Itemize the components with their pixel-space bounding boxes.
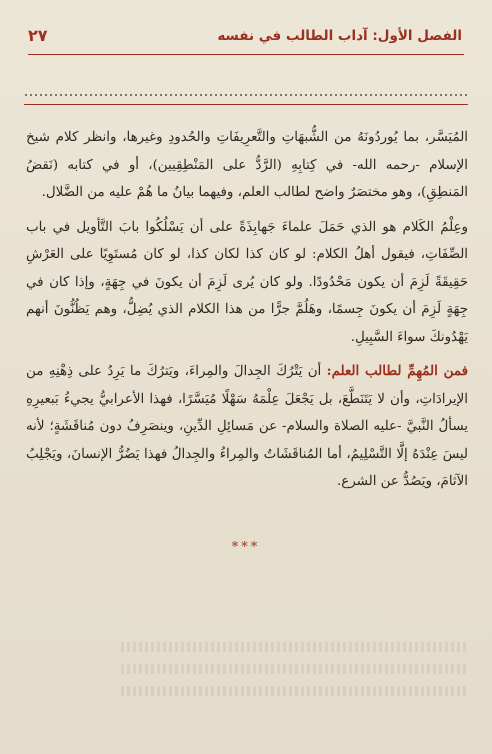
header-rule	[28, 54, 464, 55]
paragraph-1-text: المُيَسَّر، بما يُوردُونَهُ من الشُّبهَاتِ والتَّعرِيفَاتِ والحُدودِ وغيرها، وانظر كلام شيخ الإسلام -رحمه الله- في كِتابِهِ (الرَّدُّ على المَنْطِقِيين)، أو في كتابه (نَقضُ المَنطِقِ)، وهو مختصَرٌ واضح لطالب العلم، وفيهما بيانُ ما هُمْ عليه من الضَّلال.	[26, 130, 468, 200]
chapter-title: الفصل الأول: آداب الطالب في نفسه	[217, 27, 462, 44]
show-through-line	[120, 642, 466, 652]
paragraph-3-text: أن يَتْرُكَ الجِدالَ والمِراءَ، ويَترُكَ ما يَرِدُ على ذِهْنِهِ من الإيرادَاتِ، وأن لا يَتَنَطَّعَ، بل يَجْعَلَ عِلْمَهُ سَهْلًا مُيَسَّرًا، فهذا الأعرابيُّ يجيءُ بَبعيرِهِ يسألُ النَّبيَّ -عليه الصلاة والسلام- عن مَسائِلِ الدِّينِ، وينصَرِفُ دون مُناقَشَةٍ؛ لأنه ليسَ عِنْدَهُ إلَّا التَّسْلِيمُ، أما المُناقَشَاتُ والمِراءُ والجِدالُ فهذا يَضُرُّ الإنسانَ، ويَجْلِبُ الآثامَ، ويَصُدُّ عن الشرع.	[26, 364, 468, 489]
page-number: ٢٧	[28, 26, 48, 45]
paragraph-3	[26, 358, 468, 496]
section-separator: ***	[231, 540, 261, 555]
page-header	[28, 26, 462, 45]
paragraph-3-lead: فمن المُهِمِّ لطالب العلم:	[326, 363, 468, 379]
show-through-line	[120, 686, 466, 696]
dotted-divider	[24, 90, 468, 100]
paragraph-2-text: وعِلْمُ الكَلام هو الذي حَمَلَ علماءَ جَهابِذَةً على أن يَسْلُكُوا بابَ التَّأويل في باب الصِّفَاتِ، فيقول أهلُ الكلام: لو كان كذا لكان كذا، لو كان مُستَوِيًا على العَرْشِ حَقِيقَةً لَزِمَ أن يكون مَحْدُودًا. ولو كان يُرى لَزِمَ أن يكونَ في جِهَةٍ، وإذا كان في جِهَةٍ لَزِمَ أن يكونَ جِسمًا، وهَلُمَّ جرًّا من هذا الكلام الذي يُضِلُّ، وهم يَظُنُّونَ أنهم يَهْدُونكَ سواءَ السَّبِيلِ.	[26, 219, 468, 345]
paragraph-1	[26, 124, 468, 207]
paragraph-2	[26, 214, 468, 352]
divider-rule	[24, 104, 468, 105]
show-through-line	[120, 664, 466, 674]
body-text	[26, 124, 468, 503]
